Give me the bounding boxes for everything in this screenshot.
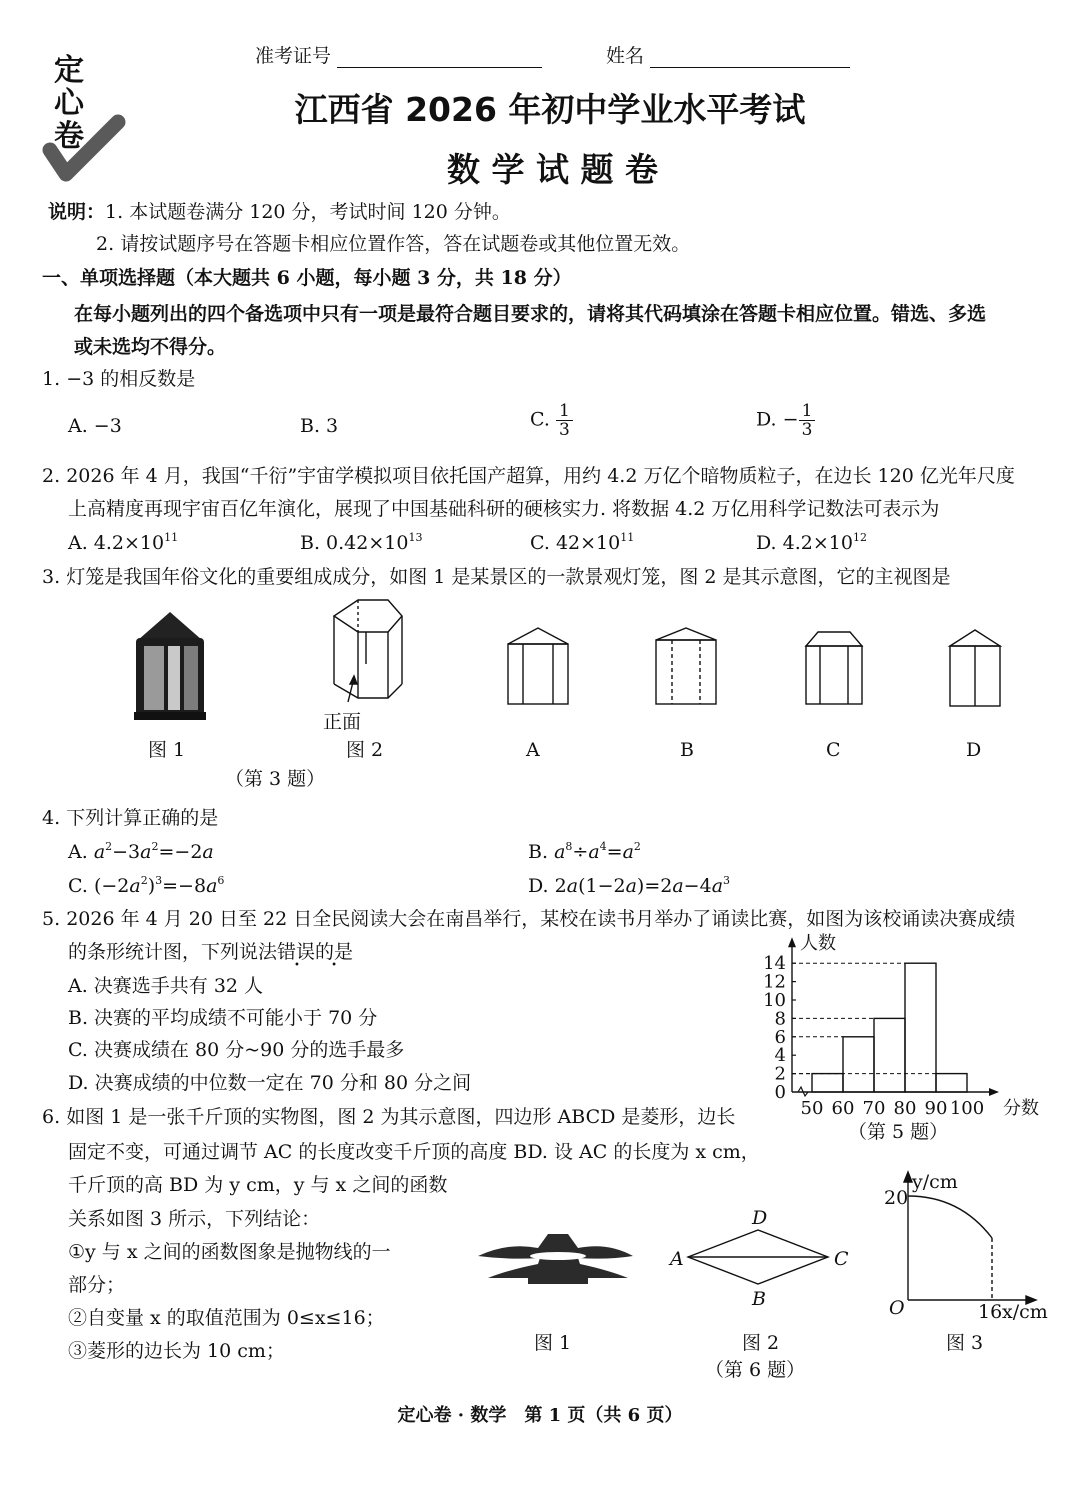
rhombus-label-c: C	[834, 1248, 849, 1270]
section-heading: 一、单项选择题（本大题共 6 小题，每小题 3 分，共 18 分）	[42, 267, 572, 289]
histogram-bar	[812, 1074, 843, 1092]
q6-conclusion-2: ②自变量 x 的取值范围为 0≤x≤16；	[68, 1307, 385, 1329]
q6-fig2-label: 图 2	[742, 1332, 780, 1354]
section-intro-2: 或未选均不得分。	[74, 336, 227, 358]
q6-line-4: 关系如图 3 所示，下列结论：	[68, 1208, 321, 1230]
q2-option-a[interactable]: A. $4.2\times 10^{11}$	[68, 531, 179, 554]
q5-number: 5.	[42, 908, 61, 930]
q2-option-b[interactable]: B. $0.42\times 10^{13}$	[300, 531, 423, 554]
prism-diagram	[326, 598, 416, 708]
graph-y-axis-label: y/cm	[912, 1171, 958, 1193]
y-tick-label: 8	[774, 1008, 786, 1030]
q2-option-c[interactable]: C. $42\times 10^{11}$	[530, 531, 635, 554]
x-tick-label: 50	[800, 1098, 824, 1119]
y-tick-label: 6	[774, 1026, 786, 1048]
q4-option-a[interactable]: A. $a^2-3a^2=-2a$	[68, 840, 214, 863]
q1-stem: −3 的相反数是	[66, 368, 196, 390]
name-label: 姓名	[606, 45, 645, 67]
q6-conclusion-1b: 部分；	[68, 1274, 126, 1296]
q1-number: 1.	[42, 368, 61, 390]
rhombus-label-b: B	[752, 1288, 766, 1310]
car-jack-photo	[468, 1220, 638, 1290]
score-histogram	[756, 935, 1046, 1135]
lantern-photo	[130, 612, 210, 722]
q2-option-d[interactable]: D. $4.2\times 10^{12}$	[756, 531, 867, 554]
q3-fig2-label: 图 2	[346, 739, 384, 761]
histogram-bar	[874, 1018, 905, 1092]
q4-number: 4.	[42, 807, 61, 829]
y-tick-label: 0	[774, 1082, 786, 1103]
q5-caption: （第 5 题）	[848, 1121, 949, 1143]
name-blank[interactable]	[650, 47, 850, 68]
q3-option-a-label: A	[526, 739, 540, 761]
q4-option-b[interactable]: B. $a^8\div a^4=a^2$	[528, 840, 641, 863]
note-2: 请按试题序号在答题卡相应位置作答，答在试题卷或其他位置无效。	[120, 233, 691, 255]
y-tick-label: 12	[763, 971, 786, 993]
q6-fig1-label: 图 1	[534, 1332, 572, 1354]
x-tick-label: 70	[862, 1098, 886, 1119]
x-axis-arrow	[989, 1088, 999, 1096]
y-tick-label: 14	[763, 953, 786, 975]
q2-line-2: 上高精度再现宇宙百亿年演化，展现了中国基础科研的硬核实力. 将数据 4.2 万亿用科学记数法可表示为	[68, 498, 940, 520]
y-axis-label: 人数	[800, 933, 836, 955]
rhombus-label-d: D	[752, 1207, 768, 1229]
y-axis-arrow	[788, 937, 796, 947]
q1-option-c[interactable]	[530, 402, 573, 439]
q3-option-c-figure[interactable]	[806, 628, 862, 708]
q2-number: 2.	[42, 465, 61, 487]
q1-option-d[interactable]	[756, 402, 815, 439]
histogram-bar	[843, 1037, 874, 1092]
exam-subtitle: 数 学 试 题 卷	[447, 150, 658, 189]
q3-number: 3.	[42, 566, 61, 588]
note-1-num: 1.	[105, 201, 124, 223]
graph-y-value: 20	[884, 1187, 909, 1209]
q4-option-c[interactable]: C. $(-2a^2)^3=-8a^6$	[68, 874, 225, 897]
graph-x-axis-label: x/cm	[1002, 1301, 1048, 1323]
rhombus-label-a: A	[670, 1248, 684, 1270]
q3-option-a-figure[interactable]	[508, 628, 568, 708]
histogram-bar	[936, 1074, 967, 1092]
exam-id-label: 准考证号	[255, 45, 332, 67]
q5-option-c[interactable]: C. 决赛成绩在 80 分~90 分的选手最多	[68, 1039, 405, 1061]
q4-option-d[interactable]: D. $2a(1-2a)=2a-4a^3$	[528, 874, 731, 897]
graph-x-value: 16	[978, 1301, 1003, 1323]
q1-option-b[interactable]: B. 3	[300, 415, 339, 437]
exam-id-blank[interactable]	[337, 47, 542, 68]
section-intro-1: 在每小题列出的四个备选项中只有一项是最符合题目要求的，请将其代码填涂在答题卡相应位置。错选、多选	[74, 303, 987, 325]
q6-number: 6.	[42, 1106, 61, 1128]
q3-caption: （第 3 题）	[225, 768, 326, 790]
q3-option-c-label: C	[826, 739, 841, 761]
q3-option-d-figure[interactable]	[950, 630, 1000, 710]
q5-line-1: 2026 年 4 月 20 日至 22 日全民阅读大会在南昌举行，某校在读书月举办了诵读比赛，如图为该校诵读决赛成绩	[66, 908, 1016, 930]
y-tick-label: 2	[774, 1063, 786, 1085]
stamp-label: 定心卷	[54, 53, 84, 154]
q6-conclusion-1a: ①y 与 x 之间的函数图象是抛物线的一	[68, 1241, 391, 1263]
q1-d-label: D. −	[756, 408, 799, 431]
x-tick-label: 100	[949, 1098, 985, 1119]
note-1: 本试题卷满分 120 分，考试时间 120 分钟。	[129, 201, 511, 223]
x-axis-label: 分数	[1003, 1098, 1039, 1119]
x-tick-label: 80	[893, 1098, 917, 1119]
exam-title: 江西省 2026 年初中学业水平考试	[294, 90, 806, 129]
q2-line-1: 2026 年 4 月，我国“千衍”宇宙学模拟项目依托国产超算，用约 4.2 万亿个暗物质粒子，在边长 120 亿光年尺度	[66, 465, 1015, 487]
q6-line-3: 千斤顶的高 BD 为 y cm，y 与 x 之间的函数	[68, 1174, 448, 1196]
q3-option-b-label: B	[680, 739, 694, 761]
q1-option-a[interactable]: A. −3	[68, 415, 122, 437]
q3-front-label: 正面	[323, 711, 362, 733]
q5-emphasis-dots: • •	[294, 960, 351, 971]
q5-option-b[interactable]: B. 决赛的平均成绩不可能小于 70 分	[68, 1007, 378, 1029]
x-tick-label: 90	[924, 1098, 948, 1119]
q1-c-fraction: $\frac{1}{3}$	[556, 402, 573, 439]
q6-line-1: 如图 1 是一张千斤顶的实物图，图 2 为其示意图，四边形 ABCD 是菱形，边长	[66, 1106, 736, 1128]
histogram-bar	[905, 963, 936, 1092]
q3-option-d-label: D	[966, 739, 982, 761]
q1-d-fraction: $\frac{1}{3}$	[799, 402, 816, 439]
q4-stem: 下列计算正确的是	[66, 807, 219, 829]
page-footer: 定心卷 · 数学 第 1 页（共 6 页）	[397, 1405, 683, 1426]
graph-origin: O	[889, 1297, 905, 1319]
notes-label: 说明：	[48, 201, 106, 223]
q6-line-2: 固定不变，可通过调节 AC 的长度改变千斤顶的高度 BD. 设 AC 的长度为 x cm，	[68, 1141, 760, 1163]
q6-conclusion-3: ③菱形的边长为 10 cm；	[68, 1340, 285, 1362]
q3-fig1-label: 图 1	[148, 739, 186, 761]
q3-stem: 灯笼是我国年俗文化的重要组成成分，如图 1 是某景区的一款景观灯笼，图 2 是其示意图，它的主视图是	[66, 566, 951, 588]
q5-line-2: 的条形统计图，下列说法错误的是	[68, 941, 354, 963]
q1-c-label: C.	[530, 408, 550, 431]
y-tick-label: 4	[774, 1045, 786, 1067]
q5-option-d[interactable]: D. 决赛成绩的中位数一定在 70 分和 80 分之间	[68, 1072, 472, 1094]
q6-fig3-label: 图 3	[946, 1332, 984, 1354]
note-2-num: 2.	[96, 233, 115, 255]
q3-option-b-figure[interactable]	[656, 628, 716, 708]
y-tick-label: 10	[763, 990, 786, 1011]
q5-option-a[interactable]: A. 决赛选手共有 32 人	[68, 975, 264, 997]
q6-caption: （第 6 题）	[705, 1359, 806, 1381]
x-tick-label: 60	[831, 1098, 855, 1119]
